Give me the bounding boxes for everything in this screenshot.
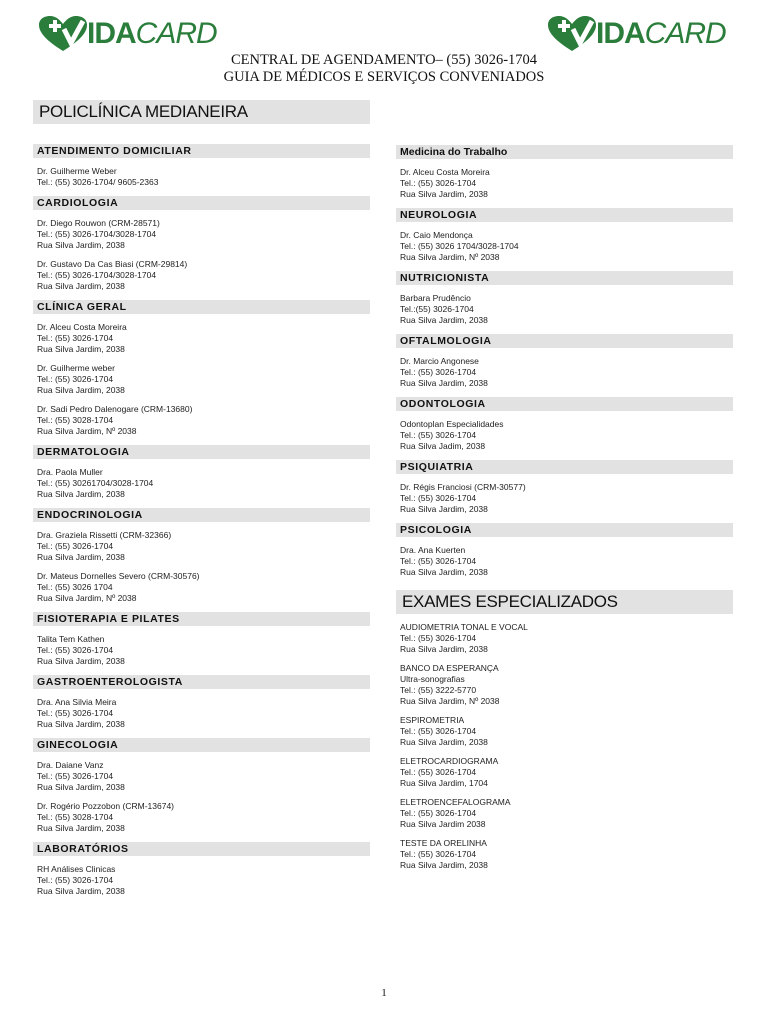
entry-detail: Tel.: (55) 3026-1704 (37, 333, 114, 343)
entry-name: Dr. Rogério Pozzobon (CRM-13674) (37, 801, 175, 811)
logo-text-card: CARD (135, 17, 217, 50)
entry-detail: Tel.: (55) 3026-1704 (37, 645, 114, 655)
entry-detail: Tel.: (55) 3026-1704 (37, 875, 114, 885)
policlinica-header: POLICLÍNICA MEDIANEIRA (33, 100, 370, 124)
left-sections (33, 144, 370, 897)
entry-name: Dr. Alceu Costa Moreira (37, 322, 127, 332)
section-header: PSICOLOGIA (396, 523, 733, 537)
entry-name: Dr. Marcio Angonese (400, 356, 479, 366)
entry-detail: Tel.: (55) 3026-1704 (400, 849, 477, 859)
entry-detail: Rua Silva Jardim, 2038 (400, 378, 488, 388)
entry-name: BANCO DA ESPERANÇA (400, 663, 499, 673)
entry-name: ELETROCARDIOGRAMA (400, 756, 499, 766)
entry-detail: Rua Silva Jardim, 2038 (37, 344, 125, 354)
entry-detail: Rua Silva Jardim, 2038 (37, 656, 125, 666)
entry-name: Dra. Daiane Vanz (37, 760, 104, 770)
exam-list (396, 622, 733, 871)
entry-detail: Tel.: (55) 3222-5770 (400, 685, 477, 695)
entry-detail: Rua Silva Jardim, 2038 (400, 567, 488, 577)
entry-detail: Tel.: (55) 3026-1704 (400, 633, 477, 643)
logo-text-card: CARD (644, 17, 726, 50)
entry-detail: Tel.: (55) 3026-1704 (37, 708, 114, 718)
entry-detail: Tel.: (55) 3026-1704 (37, 374, 114, 384)
entry-name: Dra. Graziela Rissetti (CRM-32366) (37, 530, 172, 540)
entry-detail: Tel.: (55) 3026-1704 (400, 767, 477, 777)
section-header: ENDOCRINOLOGIA (33, 508, 370, 522)
entry-detail: Rua Silva Jardim, 2038 (400, 315, 488, 325)
contact-entry (33, 404, 370, 437)
exams-header: EXAMES ESPECIALIZADOS (396, 590, 733, 614)
entry-detail: Tel.: (55) 3026 1704/3028-1704 (400, 241, 519, 251)
entry-detail: Rua Silva Jardim, 2038 (37, 823, 125, 833)
section-header: CARDIOLOGIA (33, 196, 370, 210)
entry-detail: Rua Silva Jardim, Nº 2038 (37, 426, 137, 436)
contact-entry (33, 760, 370, 793)
contact-entry (33, 571, 370, 604)
entry-detail: Tel.: (55) 3026-1704 (400, 367, 477, 377)
entry-detail: Rua Silva Jadim, 2038 (400, 441, 486, 451)
entry-detail: Tel.: (55) 3026-1704/3028-1704 (37, 229, 157, 239)
entry-detail: Ultra-sonografias (400, 674, 465, 684)
entry-detail: Tel.:(55) 3026-1704 (400, 304, 474, 314)
vidacard-heart-icon (546, 15, 598, 53)
entry-detail: Rua Silva Jardim, 2038 (400, 644, 488, 654)
entry-name: Dr. Gustavo Da Cas Biasi (CRM-29814) (37, 259, 188, 269)
section-header: ATENDIMENTO DOMICILIAR (33, 144, 370, 158)
entry-name: ESPIROMETRIA (400, 715, 465, 725)
section-header: GASTROENTEROLOGISTA (33, 675, 370, 689)
document-title (0, 52, 768, 86)
entry-detail: Rua Silva Jardim, Nº 2038 (400, 252, 500, 262)
contact-entry (33, 259, 370, 292)
contact-entry (33, 467, 370, 500)
entry-detail: Tel.: (55) 3026-1704 (400, 430, 477, 440)
vidacard-logo-right (546, 14, 726, 54)
entry-detail: Tel.: (55) 3026-1704 (400, 726, 477, 736)
entry-name: Dr. Mateus Dornelles Severo (CRM-30576) (37, 571, 200, 581)
contact-entry (33, 218, 370, 251)
exam-entry (396, 622, 733, 655)
contact-entry (33, 322, 370, 355)
right-sections (396, 145, 733, 578)
contact-entry (396, 482, 733, 515)
entry-detail: Tel.: (55) 3026-1704 (400, 808, 477, 818)
section-header: ODONTOLOGIA (396, 397, 733, 411)
entry-name: Dr. Guilherme weber (37, 363, 115, 373)
section-header: OFTALMOLOGIA (396, 334, 733, 348)
contact-entry (33, 166, 370, 188)
entry-name: Dr. Guilherme Weber (37, 166, 117, 176)
section-header: NEUROLOGIA (396, 208, 733, 222)
entry-detail: Tel.: (55) 3028-1704 (37, 415, 114, 425)
entry-name: Odontoplan Especialidades (400, 419, 504, 429)
contact-entry (33, 363, 370, 396)
entry-detail: Rua Silva Jardim, 2038 (37, 385, 125, 395)
logo-text-ida: IDA (596, 17, 645, 50)
section-header: FISIOTERAPIA E PILATES (33, 612, 370, 626)
logo-text-ida: IDA (87, 17, 136, 50)
entry-detail: Tel.: (55) 3026 1704 (37, 582, 113, 592)
entry-detail: Rua Silva Jardim 2038 (400, 819, 486, 829)
entry-name: ELETROENCEFALOGRAMA (400, 797, 511, 807)
entry-name: Dr. Diego Rouwon (CRM-28571) (37, 218, 160, 228)
section-header: GINECOLOGIA (33, 738, 370, 752)
entry-name: Talita Tem Kathen (37, 634, 105, 644)
entry-detail: Rua Silva Jardim, 2038 (37, 782, 125, 792)
entry-name: Barbara Prudêncio (400, 293, 471, 303)
entry-detail: Rua Silva Jardim, Nº 2038 (400, 696, 500, 706)
entry-detail: Tel.: (55) 3026-1704 (400, 178, 477, 188)
section-header: NUTRICIONISTA (396, 271, 733, 285)
contact-entry (33, 634, 370, 667)
entry-detail: Rua Silva Jardim, 2038 (400, 737, 488, 747)
section-header: DERMATOLOGIA (33, 445, 370, 459)
section-header: CLÍNICA GERAL (33, 300, 370, 314)
section-header: PSIQUIATRIA (396, 460, 733, 474)
contact-entry (33, 530, 370, 563)
entry-name: Dra. Paola Muller (37, 467, 103, 477)
exam-entry (396, 715, 733, 748)
entry-detail: Rua Silva Jardim, 2038 (37, 240, 125, 250)
entry-detail: Tel.: (55) 3026-1704/ 9605-2363 (37, 177, 159, 187)
vidacard-logo-left (37, 14, 217, 54)
entry-name: Dra. Ana Kuerten (400, 545, 466, 555)
entry-detail: Rua Silva Jardim, 2038 (400, 189, 488, 199)
entry-name: AUDIOMETRIA TONAL E VOCAL (400, 622, 528, 632)
exam-entry (396, 797, 733, 830)
entry-detail: Rua Silva Jardim, 2038 (37, 281, 125, 291)
title-line-1: CENTRAL DE AGENDAMENTO– (55) 3026-1704 (230, 52, 538, 68)
entry-detail: Rua Silva Jardim, 2038 (400, 860, 488, 870)
entry-name: Dr. Caio Mendonça (400, 230, 473, 240)
contact-entry (396, 293, 733, 326)
contact-entry (396, 356, 733, 389)
entry-detail: Rua Silva Jardim, 2038 (400, 504, 488, 514)
contact-entry (396, 230, 733, 263)
contact-entry (33, 864, 370, 897)
entry-detail: Rua Silva Jardim, 2038 (37, 489, 125, 499)
entry-detail: Rua Silva Jardim, 2038 (37, 886, 125, 896)
entry-detail: Tel.: (55) 3026-1704/3028-1704 (37, 270, 157, 280)
exam-entry (396, 663, 733, 707)
contact-entry (396, 167, 733, 200)
entry-detail: Rua Silva Jardim, Nº 2038 (37, 593, 137, 603)
entry-detail: Tel.: (55) 3026-1704 (37, 771, 114, 781)
entry-name: Dr. Régis Franciosi (CRM-30577) (400, 482, 526, 492)
contact-entry (396, 545, 733, 578)
vidacard-heart-icon (37, 15, 89, 53)
contact-entry (396, 419, 733, 452)
title-line-2: GUIA DE MÉDICOS E SERVIÇOS CONVENIADOS (223, 69, 545, 85)
entry-detail: Tel.: (55) 3026-1704 (400, 556, 477, 566)
entry-name: Dr. Sadi Pedro Dalenogare (CRM-13680) (37, 404, 193, 414)
entry-detail: Rua Silva Jardim, 2038 (37, 719, 125, 729)
exam-entry (396, 838, 733, 871)
section-header: Medicina do Trabalho (396, 145, 733, 159)
entry-detail: Tel.: (55) 3028-1704 (37, 812, 114, 822)
section-header: LABORATÓRIOS (33, 842, 370, 856)
entry-name: Dr. Alceu Costa Moreira (400, 167, 490, 177)
entry-name: TESTE DA ORELINHA (400, 838, 487, 848)
right-column (396, 145, 733, 871)
entry-detail: Tel.: (55) 3026-1704 (37, 541, 114, 551)
page-number: 1 (381, 987, 387, 999)
contact-entry (33, 697, 370, 730)
entry-detail: Rua Silva Jardim, 2038 (37, 552, 125, 562)
contact-entry (33, 801, 370, 834)
entry-detail: Rua Silva Jardim, 1704 (400, 778, 488, 788)
exam-entry (396, 756, 733, 789)
entry-detail: Tel.: (55) 3026-1704 (400, 493, 477, 503)
entry-name: Dra. Ana Silvia Meira (37, 697, 117, 707)
entry-detail: Tel.: (55) 30261704/3028-1704 (37, 478, 154, 488)
entry-name: RH Análises Clinicas (37, 864, 116, 874)
left-column (33, 100, 370, 897)
